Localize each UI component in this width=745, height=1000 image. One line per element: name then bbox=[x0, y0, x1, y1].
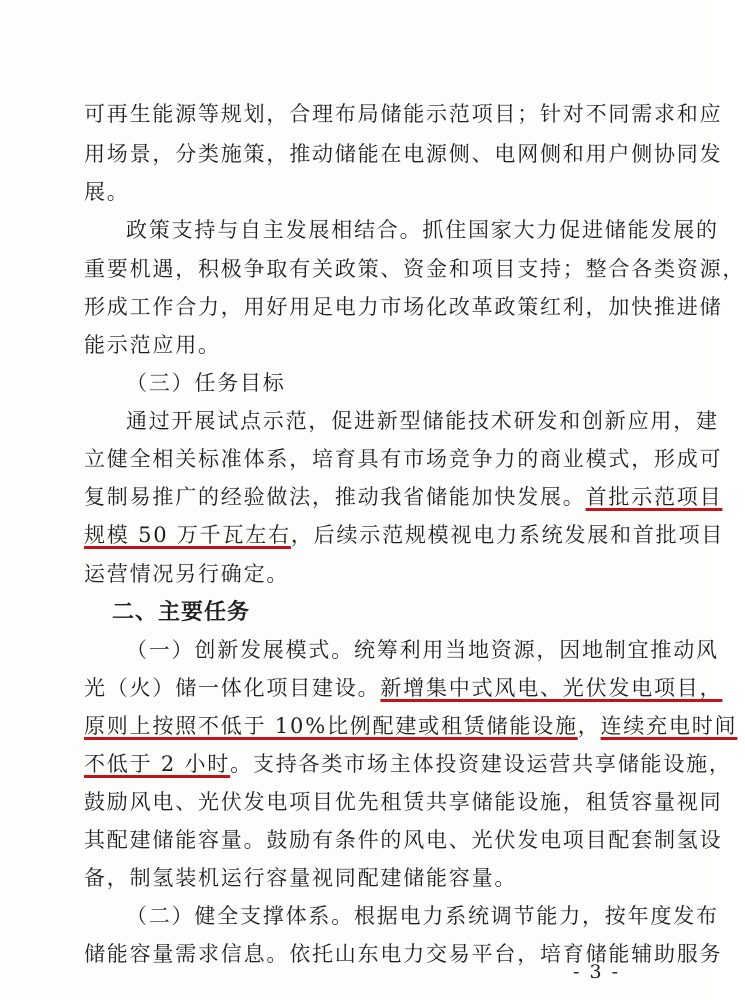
highlighted-text: 规模 50 万千瓦左右 bbox=[84, 523, 291, 547]
body-line bbox=[84, 443, 722, 475]
text-span: 展。 bbox=[84, 180, 130, 204]
page-number: - 3 - bbox=[573, 961, 621, 983]
text-span: 形成工作合力，用好用足电力市场化改革政策红利，加快推进储 bbox=[84, 295, 723, 319]
highlighted-text: 不低于 2 小时 bbox=[84, 752, 231, 776]
highlighted-text: 连续充电时间 bbox=[600, 714, 738, 738]
body-line bbox=[84, 862, 517, 894]
body-line bbox=[84, 176, 130, 208]
body-line bbox=[84, 558, 289, 590]
body-line bbox=[84, 519, 724, 551]
body-line bbox=[84, 98, 722, 130]
text-span: 重要机遇，积极争取有关政策、资金和项目支持；整合各类资源， bbox=[84, 257, 745, 281]
text-span: 备，制氢装机运行容量视同配建储能容量。 bbox=[84, 866, 518, 890]
body-line bbox=[84, 291, 722, 323]
text-span: 政策支持与自主发展相结合。抓住国家大力促进储能发展的 bbox=[126, 218, 719, 242]
text-span: 可再生能源等规划，合理布局储能示范项目；针对不同需求和应 bbox=[84, 102, 723, 126]
section-heading bbox=[126, 367, 286, 399]
body-line bbox=[84, 481, 722, 513]
text-span: 其配建储能容量。鼓励有条件的风电、光伏发电项目配套制氢设 bbox=[84, 828, 723, 852]
body-line bbox=[84, 329, 221, 361]
body-line bbox=[84, 253, 745, 285]
text-span: ， bbox=[577, 714, 601, 738]
text-span: 用场景，分类施策，推动储能在电源侧、电网侧和用户侧协同发 bbox=[84, 142, 723, 166]
text-span: 储能容量需求信息。依托山东电力交易平台，培育储能辅助服务 bbox=[84, 942, 723, 966]
text-span: 。支持各类市场主体投资建设运营共享储能设施， bbox=[230, 752, 732, 776]
text-span: 光（火）储一体化项目建设。 bbox=[84, 676, 381, 700]
text-span: ，后续示范规模视电力系统发展和首批项目 bbox=[290, 523, 725, 547]
text-span: 鼓励风电、光伏发电项目优先租赁共享储能设施，租赁容量视同 bbox=[84, 790, 723, 814]
highlighted-text: 首批示范项目 bbox=[585, 485, 723, 509]
text-span: （一）创新发展模式。统筹利用当地资源，因地制宜推动风 bbox=[126, 638, 719, 662]
text-span: （三）任务目标 bbox=[126, 371, 286, 395]
text-span: 复制易推广的经验做法，推动我省储能加快发展。 bbox=[84, 485, 586, 509]
highlighted-text: 新增集中式风电、光伏发电项目， bbox=[380, 676, 723, 700]
body-line bbox=[126, 634, 719, 666]
body-line bbox=[84, 786, 722, 818]
body-line bbox=[84, 938, 722, 970]
body-line bbox=[84, 710, 737, 742]
text-span: 运营情况另行确定。 bbox=[84, 562, 290, 586]
body-line bbox=[126, 900, 719, 932]
text-span: 能示范应用。 bbox=[84, 333, 221, 357]
highlighted-text: 原则上按照不低于 10%比例配建或租赁储能设施 bbox=[84, 714, 578, 738]
text-span: 二、主要任务 bbox=[112, 599, 251, 625]
body-line bbox=[84, 138, 722, 170]
section-heading bbox=[112, 596, 250, 628]
body-line bbox=[84, 824, 722, 856]
body-line bbox=[84, 748, 732, 780]
text-span: 通过开展试点示范，促进新型储能技术研发和创新应用，建 bbox=[126, 409, 719, 433]
text-span: （二）健全支撑体系。根据电力系统调节能力，按年度发布 bbox=[126, 904, 719, 928]
body-line bbox=[84, 672, 722, 704]
text-span: 立健全相关标准体系，培育具有市场竞争力的商业模式，形成可 bbox=[84, 447, 723, 471]
body-line bbox=[126, 405, 719, 437]
body-line bbox=[126, 214, 719, 246]
